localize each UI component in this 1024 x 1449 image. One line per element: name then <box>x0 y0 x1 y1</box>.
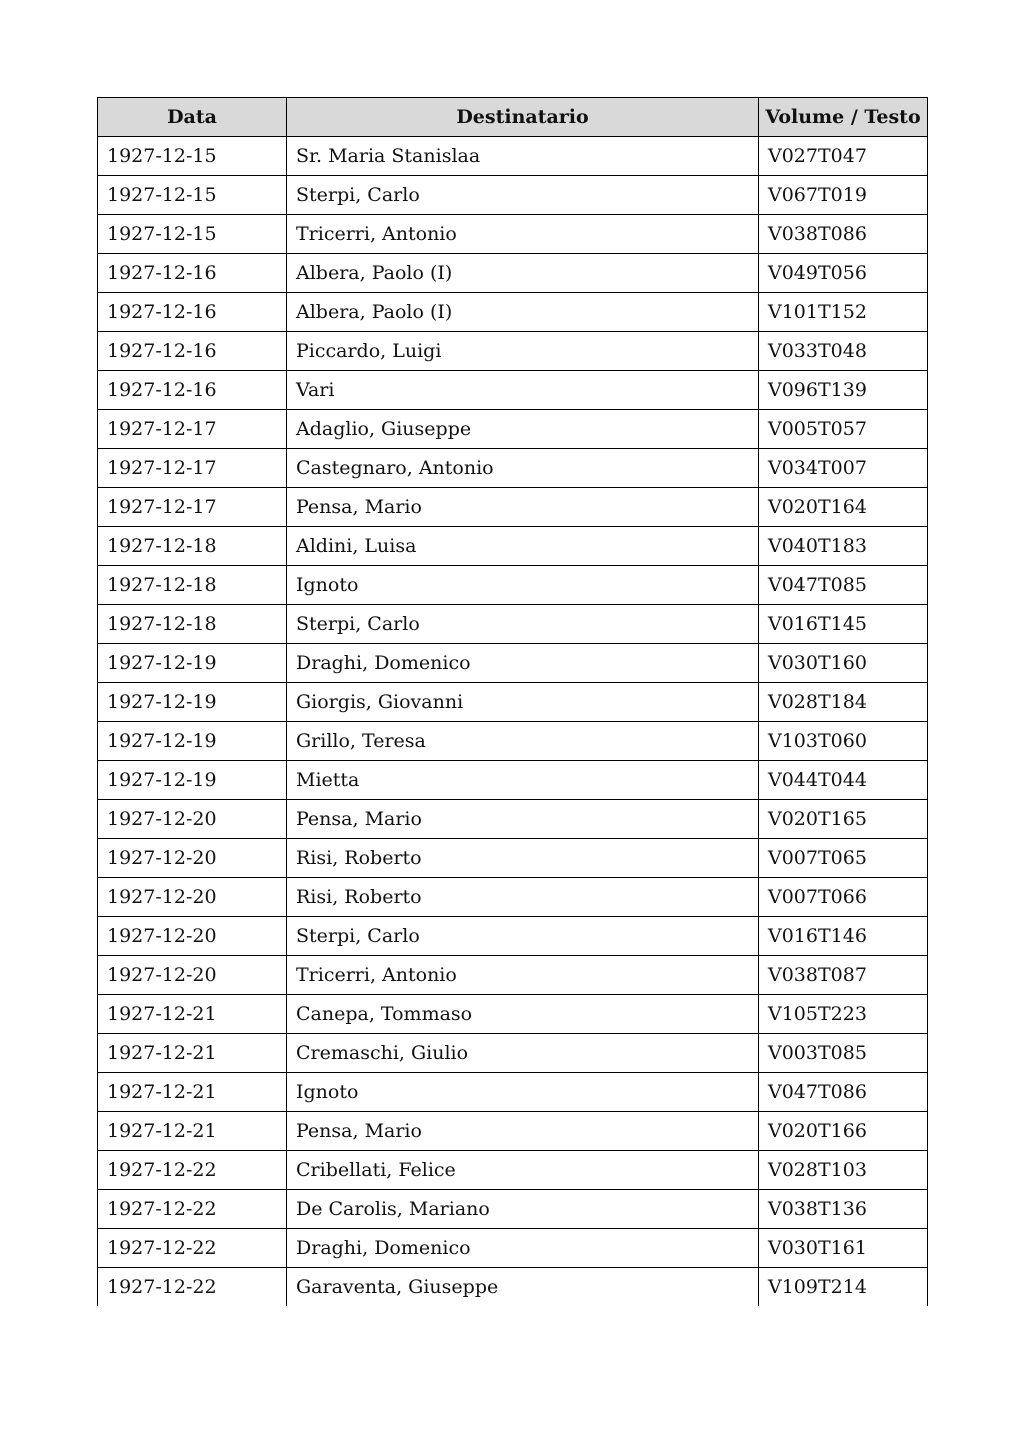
recipient-cell: Risi, Roberto <box>287 839 759 878</box>
table-row <box>98 839 928 878</box>
table-row <box>98 1190 928 1229</box>
table-row <box>98 644 928 683</box>
recipient-cell: Sr. Maria Stanislaa <box>287 137 759 176</box>
recipient-cell: Draghi, Domenico <box>287 644 759 683</box>
table-row <box>98 1229 928 1268</box>
date-cell: 1927-12-20 <box>98 878 287 917</box>
date-cell: 1927-12-22 <box>98 1151 287 1190</box>
volume-text-cell: V038T087 <box>759 956 928 995</box>
volume-text-cell: V047T085 <box>759 566 928 605</box>
recipient-cell: Aldini, Luisa <box>287 527 759 566</box>
volume-text-cell: V020T166 <box>759 1112 928 1151</box>
volume-text-cell: V105T223 <box>759 995 928 1034</box>
volume-text-cell: V003T085 <box>759 1034 928 1073</box>
table-row <box>98 137 928 176</box>
table-header <box>98 98 928 137</box>
date-cell: 1927-12-20 <box>98 917 287 956</box>
table-row <box>98 1268 928 1307</box>
date-cell: 1927-12-22 <box>98 1190 287 1229</box>
date-cell: 1927-12-22 <box>98 1268 287 1307</box>
volume-text-cell: V016T146 <box>759 917 928 956</box>
volume-text-cell: V007T065 <box>759 839 928 878</box>
volume-text-cell: V033T048 <box>759 332 928 371</box>
header-recipient: Destinatario <box>287 98 759 137</box>
date-cell: 1927-12-15 <box>98 215 287 254</box>
volume-text-cell: V103T060 <box>759 722 928 761</box>
volume-text-cell: V038T086 <box>759 215 928 254</box>
recipient-cell: De Carolis, Mariano <box>287 1190 759 1229</box>
date-cell: 1927-12-20 <box>98 839 287 878</box>
date-cell: 1927-12-21 <box>98 995 287 1034</box>
volume-text-cell: V034T007 <box>759 449 928 488</box>
recipient-cell: Castegnaro, Antonio <box>287 449 759 488</box>
table-row <box>98 1112 928 1151</box>
recipient-cell: Tricerri, Antonio <box>287 956 759 995</box>
recipient-cell: Albera, Paolo (I) <box>287 293 759 332</box>
table-row <box>98 527 928 566</box>
date-cell: 1927-12-20 <box>98 956 287 995</box>
date-cell: 1927-12-16 <box>98 293 287 332</box>
date-cell: 1927-12-16 <box>98 254 287 293</box>
date-cell: 1927-12-21 <box>98 1034 287 1073</box>
header-date: Data <box>98 98 287 137</box>
table-row <box>98 449 928 488</box>
table-row <box>98 800 928 839</box>
table-row <box>98 956 928 995</box>
table-row <box>98 254 928 293</box>
volume-text-cell: V067T019 <box>759 176 928 215</box>
table-row <box>98 1073 928 1112</box>
volume-text-cell: V096T139 <box>759 371 928 410</box>
recipient-cell: Vari <box>287 371 759 410</box>
table-row <box>98 293 928 332</box>
date-cell: 1927-12-18 <box>98 527 287 566</box>
date-cell: 1927-12-15 <box>98 137 287 176</box>
volume-text-cell: V101T152 <box>759 293 928 332</box>
volume-text-cell: V028T184 <box>759 683 928 722</box>
volume-text-cell: V005T057 <box>759 410 928 449</box>
table-row <box>98 215 928 254</box>
recipient-cell: Sterpi, Carlo <box>287 917 759 956</box>
recipient-cell: Pensa, Mario <box>287 488 759 527</box>
date-cell: 1927-12-18 <box>98 566 287 605</box>
date-cell: 1927-12-17 <box>98 410 287 449</box>
volume-text-cell: V030T160 <box>759 644 928 683</box>
date-cell: 1927-12-18 <box>98 605 287 644</box>
header-row <box>98 98 928 137</box>
recipient-cell: Ignoto <box>287 566 759 605</box>
table-row <box>98 332 928 371</box>
recipient-cell: Tricerri, Antonio <box>287 215 759 254</box>
volume-text-cell: V028T103 <box>759 1151 928 1190</box>
date-cell: 1927-12-19 <box>98 683 287 722</box>
date-cell: 1927-12-16 <box>98 371 287 410</box>
recipient-cell: Albera, Paolo (I) <box>287 254 759 293</box>
table-row <box>98 488 928 527</box>
volume-text-cell: V030T161 <box>759 1229 928 1268</box>
date-cell: 1927-12-21 <box>98 1073 287 1112</box>
volume-text-cell: V040T183 <box>759 527 928 566</box>
volume-text-cell: V016T145 <box>759 605 928 644</box>
recipient-cell: Giorgis, Giovanni <box>287 683 759 722</box>
table-body <box>98 137 928 1307</box>
table-row <box>98 1151 928 1190</box>
date-cell: 1927-12-20 <box>98 800 287 839</box>
recipient-cell: Sterpi, Carlo <box>287 176 759 215</box>
date-cell: 1927-12-15 <box>98 176 287 215</box>
recipient-cell: Sterpi, Carlo <box>287 605 759 644</box>
recipient-cell: Canepa, Tommaso <box>287 995 759 1034</box>
volume-text-cell: V020T165 <box>759 800 928 839</box>
table-row <box>98 566 928 605</box>
volume-text-cell: V049T056 <box>759 254 928 293</box>
recipient-cell: Garaventa, Giuseppe <box>287 1268 759 1307</box>
table-row <box>98 722 928 761</box>
date-cell: 1927-12-17 <box>98 449 287 488</box>
table-row <box>98 878 928 917</box>
letters-table-container <box>97 97 927 1306</box>
recipient-cell: Ignoto <box>287 1073 759 1112</box>
letters-table <box>97 97 928 1306</box>
date-cell: 1927-12-19 <box>98 644 287 683</box>
volume-text-cell: V027T047 <box>759 137 928 176</box>
recipient-cell: Pensa, Mario <box>287 1112 759 1151</box>
volume-text-cell: V007T066 <box>759 878 928 917</box>
recipient-cell: Risi, Roberto <box>287 878 759 917</box>
volume-text-cell: V020T164 <box>759 488 928 527</box>
recipient-cell: Mietta <box>287 761 759 800</box>
header-volume-text: Volume / Testo <box>759 98 928 137</box>
recipient-cell: Adaglio, Giuseppe <box>287 410 759 449</box>
volume-text-cell: V044T044 <box>759 761 928 800</box>
volume-text-cell: V038T136 <box>759 1190 928 1229</box>
table-row <box>98 1034 928 1073</box>
recipient-cell: Grillo, Teresa <box>287 722 759 761</box>
table-row <box>98 410 928 449</box>
table-row <box>98 683 928 722</box>
date-cell: 1927-12-22 <box>98 1229 287 1268</box>
date-cell: 1927-12-21 <box>98 1112 287 1151</box>
table-row <box>98 176 928 215</box>
table-row <box>98 605 928 644</box>
table-row <box>98 995 928 1034</box>
date-cell: 1927-12-16 <box>98 332 287 371</box>
recipient-cell: Pensa, Mario <box>287 800 759 839</box>
table-row <box>98 917 928 956</box>
date-cell: 1927-12-17 <box>98 488 287 527</box>
date-cell: 1927-12-19 <box>98 722 287 761</box>
table-row <box>98 761 928 800</box>
volume-text-cell: V047T086 <box>759 1073 928 1112</box>
recipient-cell: Cremaschi, Giulio <box>287 1034 759 1073</box>
volume-text-cell: V109T214 <box>759 1268 928 1307</box>
recipient-cell: Cribellati, Felice <box>287 1151 759 1190</box>
table-row <box>98 371 928 410</box>
date-cell: 1927-12-19 <box>98 761 287 800</box>
recipient-cell: Piccardo, Luigi <box>287 332 759 371</box>
recipient-cell: Draghi, Domenico <box>287 1229 759 1268</box>
